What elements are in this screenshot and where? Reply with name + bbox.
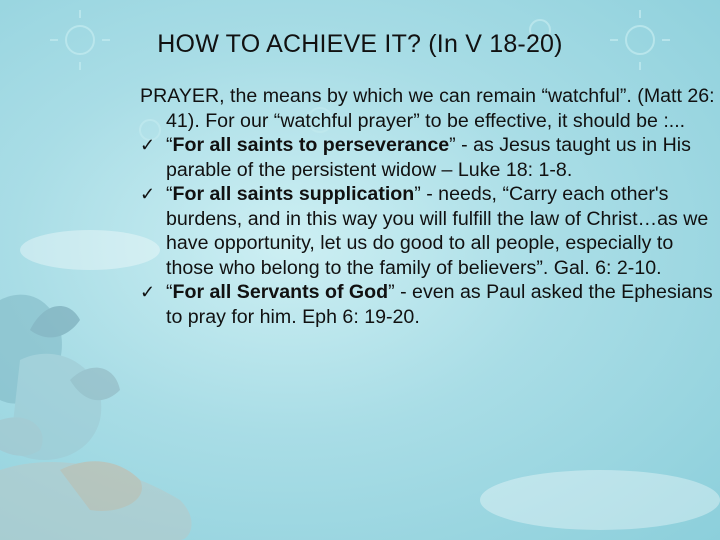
list-item — [140, 182, 715, 280]
bullet-bold: For all saints supplication — [172, 183, 415, 205]
bullet-rest: ” - needs, “Carry each other's burdens, and in this way you will fulfill the law of Christ…as we have opportunity, let us do good to all people, especially to those who belong to the family of believers”. Gal. 6: 2-10. — [166, 183, 709, 279]
list-item — [140, 133, 715, 182]
bullet-list — [140, 133, 715, 329]
slide-body — [140, 84, 715, 329]
bullet-open-quote: “ — [166, 134, 173, 156]
intro-rest: , the means by which we can remain “watchful”. (Matt 26: 41). For our “watchful prayer” to be effective, it should be :... — [166, 85, 715, 132]
bullet-bold: For all saints to perseverance — [172, 134, 450, 156]
bullet-open-quote: “ — [166, 183, 173, 205]
bullet-bold: For all Servants of God — [172, 281, 389, 303]
checkmark-icon: ✓ — [140, 184, 156, 204]
checkmark-icon: ✓ — [140, 282, 156, 302]
bullet-rest: ” - even as Paul asked the Ephesians to pray for him. Eph 6: 19-20. — [166, 281, 713, 328]
bullet-open-quote: “ — [166, 281, 173, 303]
bullet-rest: ” - as Jesus taught us in His parable of the persistent widow – Luke 18: 1-8. — [166, 134, 691, 181]
intro-paragraph — [140, 84, 715, 133]
list-item — [140, 280, 715, 329]
checkmark-icon: ✓ — [140, 135, 156, 155]
slide-title: HOW TO ACHIEVE IT? (In V 18-20) — [157, 30, 563, 58]
intro-bold: PRAYER — [140, 85, 220, 107]
